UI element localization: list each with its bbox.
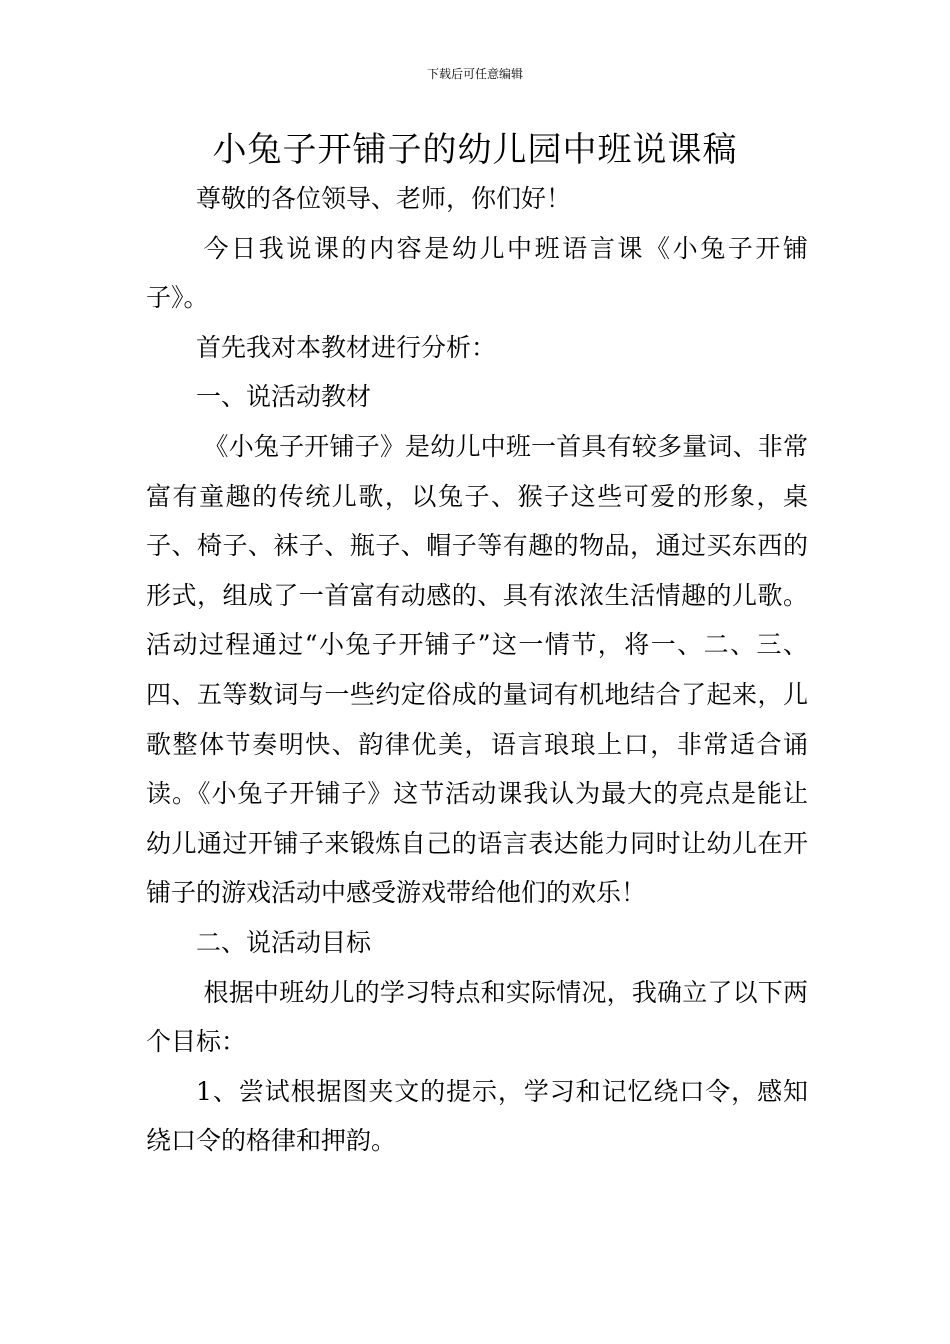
paragraph-material: 《小兔子开铺子》是幼儿中班一首具有较多量词、非常富有童趣的传统儿歌，以兔子、猴子这些可爱的形象，桌子、椅子、袜子、瓶子、帽子等有趣的物品，通过买东西的形式，组成了一首富有动感的、具有浓浓生活情趣的儿歌。活动过程通过“小兔子开铺子”这一情节，将一、二、三、四、五等数词与一些约定俗成的量词有机地结合了起来，儿歌整体节奏明快、韵律优美，语言琅琅上口，非常适合诵读。《小兔子开铺子》这节活动课我认为最大的亮点是能让幼儿通过开铺子来锻炼自己的语言表达能力同时让幼儿在开铺子的游戏活动中感受游戏带给他们的欢乐！ — [146, 431, 808, 908]
paragraph-analysis-lead: 首先我对本教材进行分析： — [196, 332, 497, 362]
section-heading-goals: 二、说活动目标 — [196, 927, 372, 957]
section-heading-material: 一、说活动教材 — [196, 382, 372, 412]
paragraph-greeting: 尊敬的各位领导、老师，你们好！ — [196, 184, 572, 213]
document-body — [146, 174, 808, 1166]
paragraph-intro: 今日我说课的内容是幼儿中班语言课《小兔子开铺子》。 — [146, 233, 808, 313]
document-title: 小兔子开铺子的幼儿园中班说课稿 — [212, 130, 738, 170]
paragraph-goal-1: 1、尝试根据图夹文的提示，学习和记忆绕口令，感知绕口令的格律和押韵。 — [146, 1076, 808, 1156]
paragraph-goals-lead: 根据中班幼儿的学习特点和实际情况，我确立了以下两个目标： — [146, 977, 808, 1057]
header-note: 下载后可任意编辑 — [426, 67, 523, 81]
